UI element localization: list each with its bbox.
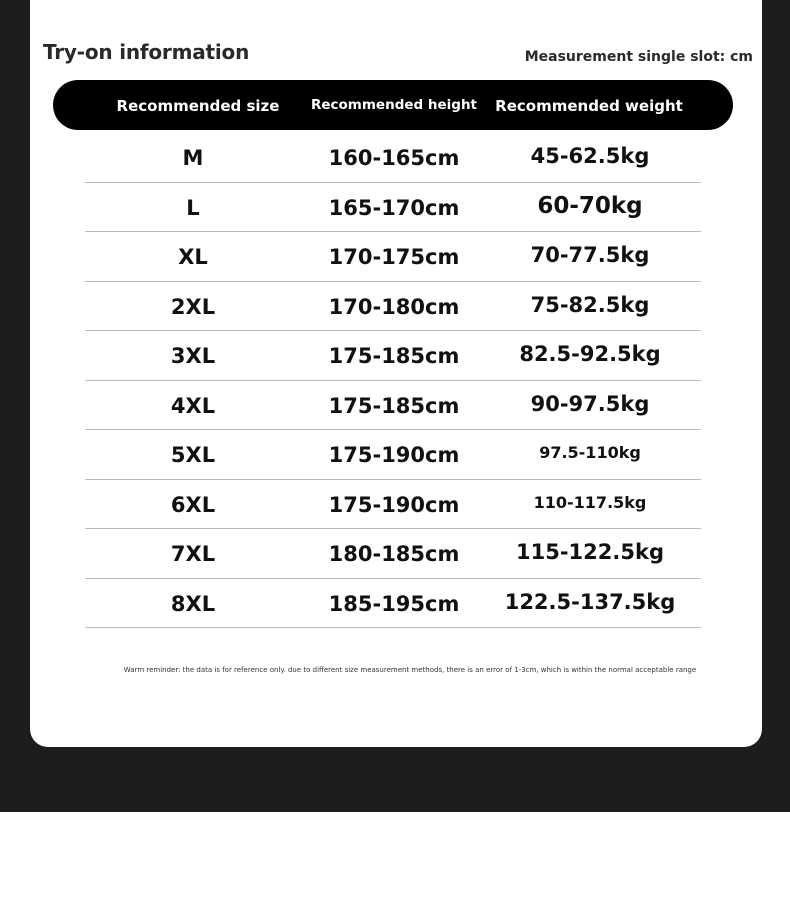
page-title: Try-on information [43, 40, 250, 64]
table-row [85, 480, 701, 530]
table-row [85, 282, 701, 332]
weight-cell: 60-70kg [537, 192, 643, 219]
header-size: Recommended size [116, 97, 280, 115]
height-cell: 175-185cm [328, 344, 460, 368]
table-row [85, 579, 701, 629]
size-cell: M [182, 146, 204, 170]
height-cell: 175-185cm [328, 393, 460, 418]
table-row [85, 430, 701, 480]
height-cell: 180-185cm [328, 542, 460, 566]
header-height: Recommended height [310, 97, 478, 113]
size-cell: 7XL [170, 542, 216, 566]
weight-cell: 70-77.5kg [530, 243, 650, 267]
height-cell: 175-190cm [328, 492, 460, 517]
table-row [85, 232, 701, 282]
table-row [85, 381, 701, 431]
weight-cell: 90-97.5kg [530, 391, 650, 416]
size-cell: 6XL [170, 492, 216, 517]
height-cell: 170-175cm [328, 245, 460, 269]
size-cell: XL [178, 245, 208, 269]
height-cell: 165-170cm [328, 195, 460, 220]
table-row [85, 133, 701, 183]
weight-cell: 97.5-110kg [539, 443, 641, 462]
table-row [85, 529, 701, 579]
size-cell: 2XL [170, 294, 216, 319]
height-cell: 175-190cm [328, 443, 460, 467]
table-row [85, 331, 701, 381]
weight-cell: 122.5-137.5kg [504, 589, 676, 614]
weight-cell: 45-62.5kg [530, 144, 650, 168]
height-cell: 185-195cm [328, 591, 460, 616]
table-header [53, 80, 733, 130]
table-row [85, 183, 701, 233]
height-cell: 170-180cm [328, 294, 460, 319]
weight-cell: 110-117.5kg [533, 492, 647, 512]
weight-cell: 115-122.5kg [516, 540, 664, 564]
weight-cell: 82.5-92.5kg [519, 342, 661, 366]
size-table [85, 133, 701, 628]
weight-cell: 75-82.5kg [530, 292, 650, 317]
size-cell: 4XL [170, 393, 216, 418]
size-cell: 5XL [170, 443, 216, 467]
measurement-unit-label: Measurement single slot: cm [524, 49, 753, 65]
warm-reminder-note: Warm reminder: the data is for reference only. due to different size measurement methods, there is an error of 1-3cm, which is within the normal acceptable range [123, 666, 697, 674]
size-cell: 8XL [170, 591, 216, 616]
height-cell: 160-165cm [328, 146, 460, 170]
size-cell: 3XL [170, 344, 216, 368]
header-weight: Recommended weight [495, 97, 683, 115]
size-cell: L [186, 195, 200, 220]
